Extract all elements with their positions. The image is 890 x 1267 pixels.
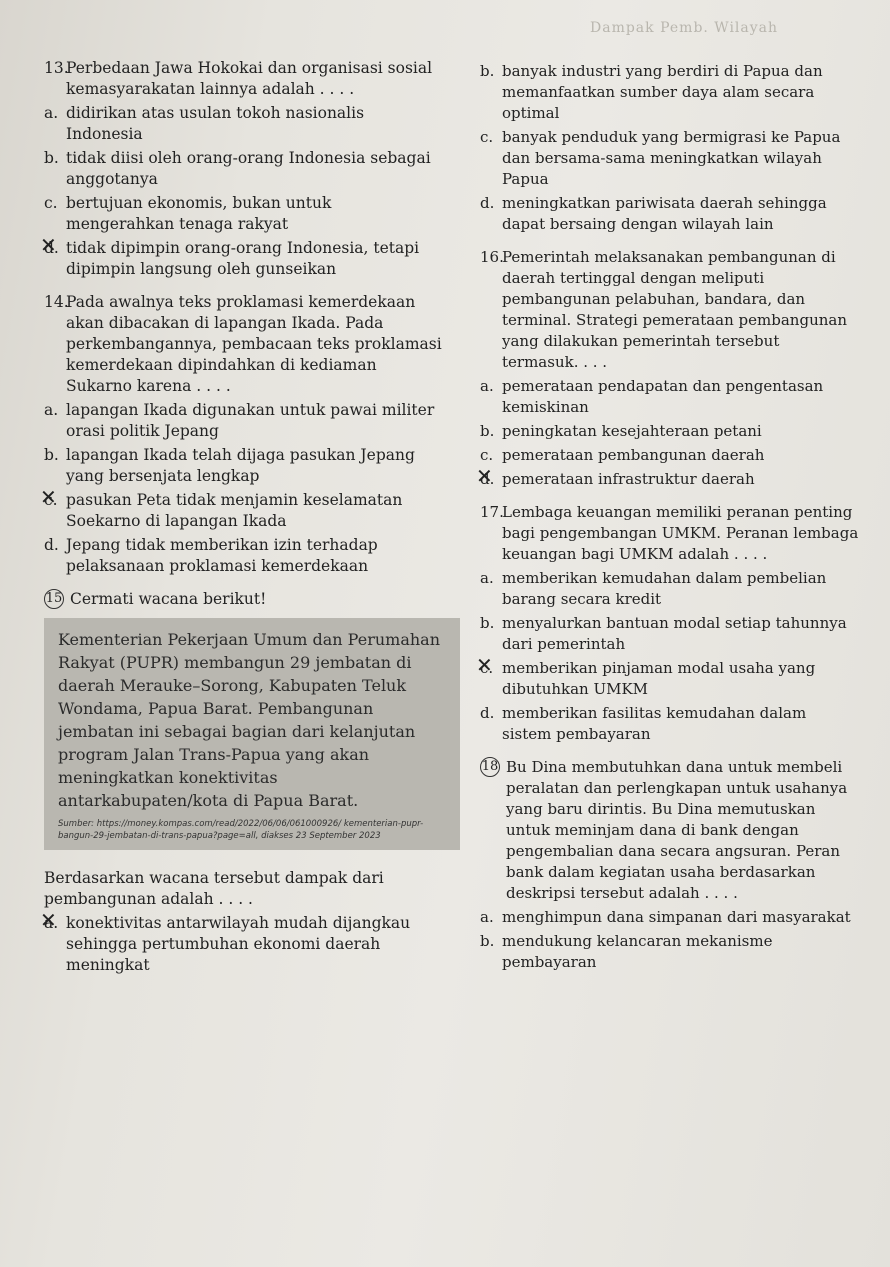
option-a[interactable]: a. didirikan atas usulan tokoh nasionalis Indonesia (44, 104, 365, 143)
option-b[interactable]: b. mendukung kelancaran mekanisme pembayaran (480, 932, 773, 971)
question-15-continued (480, 61, 860, 235)
question-15 (44, 589, 444, 976)
option-d[interactable]: d. Jepang tidak memberikan izin terhadap pelaksanaan proklamasi kemerdekaan (44, 536, 378, 575)
option-b[interactable]: b. peningkatan kesejahteraan petani (480, 422, 762, 440)
question-stem: Pemerintah melaksanakan pembangunan di daerah tertinggal dengan meliputi pembangunan pelabuhan, bandara, dan terminal. Strategi pemerataan pembangunan yang dilakukan pemerintah tersebut termasuk. . . . (502, 248, 847, 371)
question-number: 14. (44, 293, 69, 311)
option-b[interactable]: b. tidak diisi oleh orang-orang Indonesia sebagai anggotanya (44, 149, 431, 188)
option-a[interactable]: a. lapangan Ikada digunakan untuk pawai militer orasi politik Jepang (44, 401, 435, 440)
question-stem: Perbedaan Jawa Hokokai dan organisasi sosial kemasyarakatan lainnya adalah . . . . (66, 59, 433, 98)
question-17 (480, 502, 860, 745)
left-column (44, 58, 444, 988)
question-16 (480, 247, 860, 490)
option-c-marked[interactable]: ✕ c. memberikan pinjaman modal usaha yang dibutuhkan UMKM (480, 658, 860, 700)
question-number-circled: 15 (44, 589, 64, 609)
option-c[interactable]: c. pemerataan pembangunan daerah (480, 446, 765, 464)
option-d-marked[interactable]: ✕ d. tidak dipimpin orang-orang Indonesia, tetapi dipimpin langsung oleh gunseikan (44, 238, 444, 280)
passage-source: Sumber: https://money.kompas.com/read/2022/06/06/061000926/ kementerian-pupr-bangun-29-jembatan-di-trans-papua?page=all, diakses 23 September 2023 (58, 819, 424, 841)
question-number: 13. (44, 59, 69, 77)
option-b[interactable]: b. banyak industri yang berdiri di Papua dan memanfaatkan sumber daya alam secara optimal (480, 62, 823, 122)
option-a[interactable]: a. menghimpun dana simpanan dari masyarakat (480, 908, 851, 926)
options (480, 568, 860, 745)
question-stem: Cermati wacana berikut! (70, 590, 267, 608)
page-header: Dampak Pemb. Wilayah (590, 20, 779, 36)
options (480, 61, 860, 235)
passage-text: Kementerian Pekerjaan Umum dan Perumahan Rakyat (PUPR) membangun 29 jembatan di daerah Merauke–Sorong, Kabupaten Teluk Wondama, Papua Barat. Pembangunan jembatan ini sebagai bagian dari kelanjutan program Jalan Trans-Papua yang akan meningkatkan konektivitas antarkabupaten/kota di Papua Barat. (58, 630, 441, 810)
question-14 (44, 292, 444, 577)
question-number-circled: 18 (480, 757, 500, 777)
options (44, 913, 444, 976)
options (480, 907, 860, 973)
option-d[interactable]: d. memberikan fasilitas kemudahan dalam sistem pembayaran (480, 704, 807, 743)
question-number: 16. (480, 248, 504, 266)
option-a[interactable]: a. memberikan kemudahan dalam pembelian barang secara kredit (480, 569, 827, 608)
options (44, 103, 444, 280)
question-prompt: Berdasarkan wacana tersebut dampak dari pembangunan adalah . . . . (44, 869, 384, 908)
option-b[interactable]: b. menyalurkan bantuan modal setiap tahunnya dari pemerintah (480, 614, 847, 653)
option-c[interactable]: c. banyak penduduk yang bermigrasi ke Papua dan bersama-sama meningkatkan wilayah Papua (480, 128, 841, 188)
option-d[interactable]: d. meningkatkan pariwisata daerah sehingga dapat bersaing dengan wilayah lain (480, 194, 827, 233)
option-c[interactable]: c. bertujuan ekonomis, bukan untuk mengerahkan tenaga rakyat (44, 194, 332, 233)
option-a-marked[interactable]: ✕ a. konektivitas antarwilayah mudah dijangkau sehingga pertumbuhan ekonomi daerah meningkat (44, 913, 444, 976)
question-stem: Bu Dina membutuhkan dana untuk membeli peralatan dan perlengkapan untuk usahanya yang baru dirintis. Bu Dina memutuskan untuk meminjam dana di bank dengan pengembalian dana secara angsuran. Peran bank dalam kegiatan usaha berdasarkan deskripsi tersebut adalah . . . . (506, 758, 848, 902)
right-column (480, 58, 860, 985)
question-stem: Pada awalnya teks proklamasi kemerdekaan akan dibacakan di lapangan Ikada. Pada perkembangannya, pembacaan teks proklamasi kemerdekaan dipindahkan di kediaman Sukarno karena . . . . (66, 293, 442, 395)
question-13 (44, 58, 444, 280)
option-b[interactable]: b. lapangan Ikada telah dijaga pasukan Jepang yang bersenjata lengkap (44, 446, 415, 485)
question-18 (480, 757, 860, 973)
option-c-marked[interactable]: ✕ c. pasukan Peta tidak menjamin keselamatan Soekarno di lapangan Ikada (44, 490, 444, 532)
question-number: 17. (480, 503, 504, 521)
option-d-marked[interactable]: ✕ d. pemerataan infrastruktur daerah (480, 469, 860, 490)
option-a[interactable]: a. pemerataan pendapatan dan pengentasan kemiskinan (480, 377, 824, 416)
reading-passage (44, 618, 460, 850)
options (44, 400, 444, 577)
question-stem: Lembaga keuangan memiliki peranan penting bagi pengembangan UMKM. Peranan lembaga keuangan bagi UMKM adalah . . . . (502, 503, 859, 563)
options (480, 376, 860, 490)
